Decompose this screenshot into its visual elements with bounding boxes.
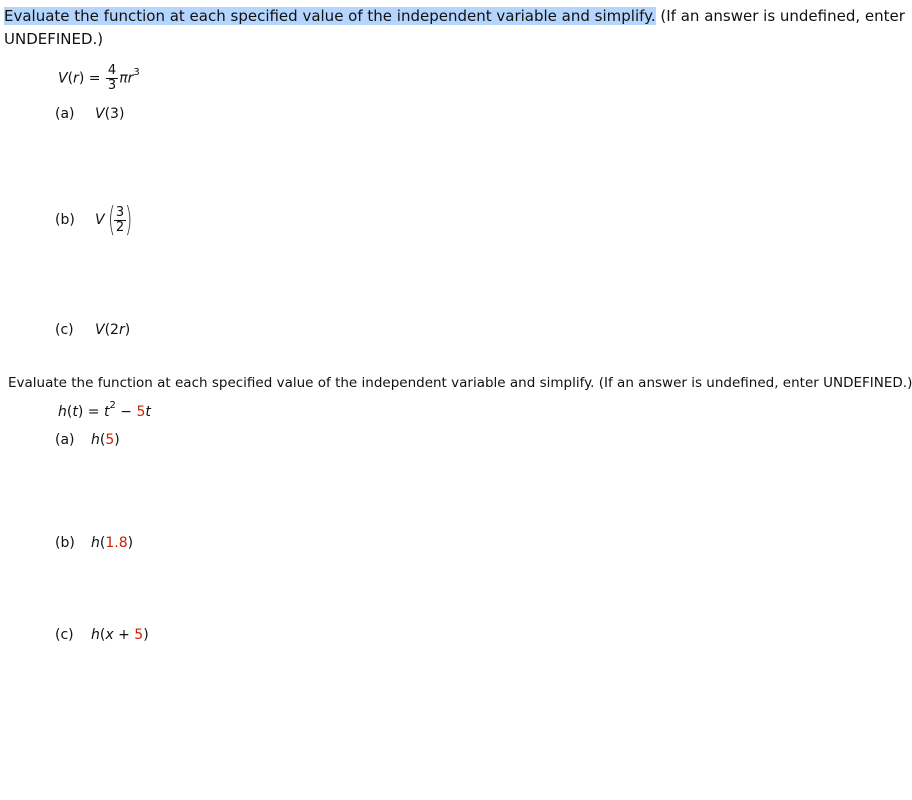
part-fn: h bbox=[91, 432, 100, 448]
part-fn: h bbox=[91, 535, 100, 551]
part-label: (b) bbox=[55, 535, 75, 551]
equals-sign: = bbox=[87, 404, 100, 420]
function-variable-t: t bbox=[103, 404, 110, 420]
part-fn: h bbox=[91, 627, 100, 643]
function-variable-r: r bbox=[127, 70, 134, 87]
exponent: 2 bbox=[109, 400, 116, 412]
function-name: V bbox=[58, 70, 68, 87]
function-variable: r bbox=[73, 70, 79, 87]
plus-sign: + bbox=[118, 627, 130, 643]
fraction-numerator: 4 bbox=[107, 63, 117, 78]
problem1-function: V(r) = $\frac{4}{3}$ $\pi r^3$ bbox=[58, 63, 140, 93]
problem2-function: $h(t) = t^2 - 5t$ bbox=[58, 400, 151, 420]
problem1-part-b bbox=[55, 200, 135, 240]
part-arg-var: x bbox=[105, 627, 114, 643]
part-fn: V bbox=[95, 106, 105, 122]
function-variable: t bbox=[72, 404, 78, 420]
pi-symbol: π bbox=[119, 70, 128, 87]
problem1-part-c: (c) V(2r) bbox=[55, 322, 131, 338]
exponent: 3 bbox=[133, 66, 140, 78]
problem1-instruction-line2: UNDEFINED.) bbox=[4, 30, 104, 48]
part-label: (b) bbox=[55, 212, 75, 228]
part-fraction-numerator: 3 bbox=[115, 204, 125, 220]
part-label: (a) bbox=[55, 432, 75, 448]
problem2-part-c: (c) h(x + 5) bbox=[55, 627, 149, 643]
part-fn: V bbox=[95, 322, 105, 338]
part-arg-var: r bbox=[118, 322, 125, 338]
problem2-part-a: (a) h(5) bbox=[55, 432, 120, 448]
part-label: (c) bbox=[55, 627, 74, 643]
fraction-denominator: 3 bbox=[107, 78, 117, 93]
part-arg: 3 bbox=[110, 106, 119, 122]
problem2-part-b: (b) h(1.8) bbox=[55, 535, 134, 551]
problem2-instruction: Evaluate the function at each specified value of the independent variable and simplify. (If an answer is undefined, enter UNDEFINED.) bbox=[8, 375, 912, 391]
part-label: (a) bbox=[55, 106, 75, 122]
part-fn: V bbox=[95, 212, 105, 228]
function-name: h bbox=[58, 404, 67, 420]
fraction bbox=[106, 64, 118, 93]
function-variable-t2: t bbox=[145, 404, 151, 420]
minus-sign: − bbox=[120, 404, 133, 420]
problem1-instruction-highlighted: Evaluate the function at each specified value of the independent variable and simplify. bbox=[4, 7, 656, 25]
left-paren: ( bbox=[107, 200, 115, 240]
part-label: (c) bbox=[55, 322, 74, 338]
right-paren: ) bbox=[125, 200, 133, 240]
part-fraction-denominator: 2 bbox=[115, 219, 125, 235]
part-arg-num: 5 bbox=[134, 627, 144, 643]
problem1-instruction-rest: (If an answer is undefined, enter bbox=[655, 7, 905, 25]
coefficient: 5 bbox=[136, 404, 146, 420]
problem1-instruction bbox=[4, 6, 905, 27]
part-arg: 5 bbox=[105, 432, 115, 448]
part-arg-coef: 2 bbox=[110, 322, 119, 338]
part-arg: 1.8 bbox=[105, 535, 128, 551]
equals-sign: = bbox=[88, 70, 101, 87]
problem1-part-a: (a) V(3) bbox=[55, 106, 125, 122]
